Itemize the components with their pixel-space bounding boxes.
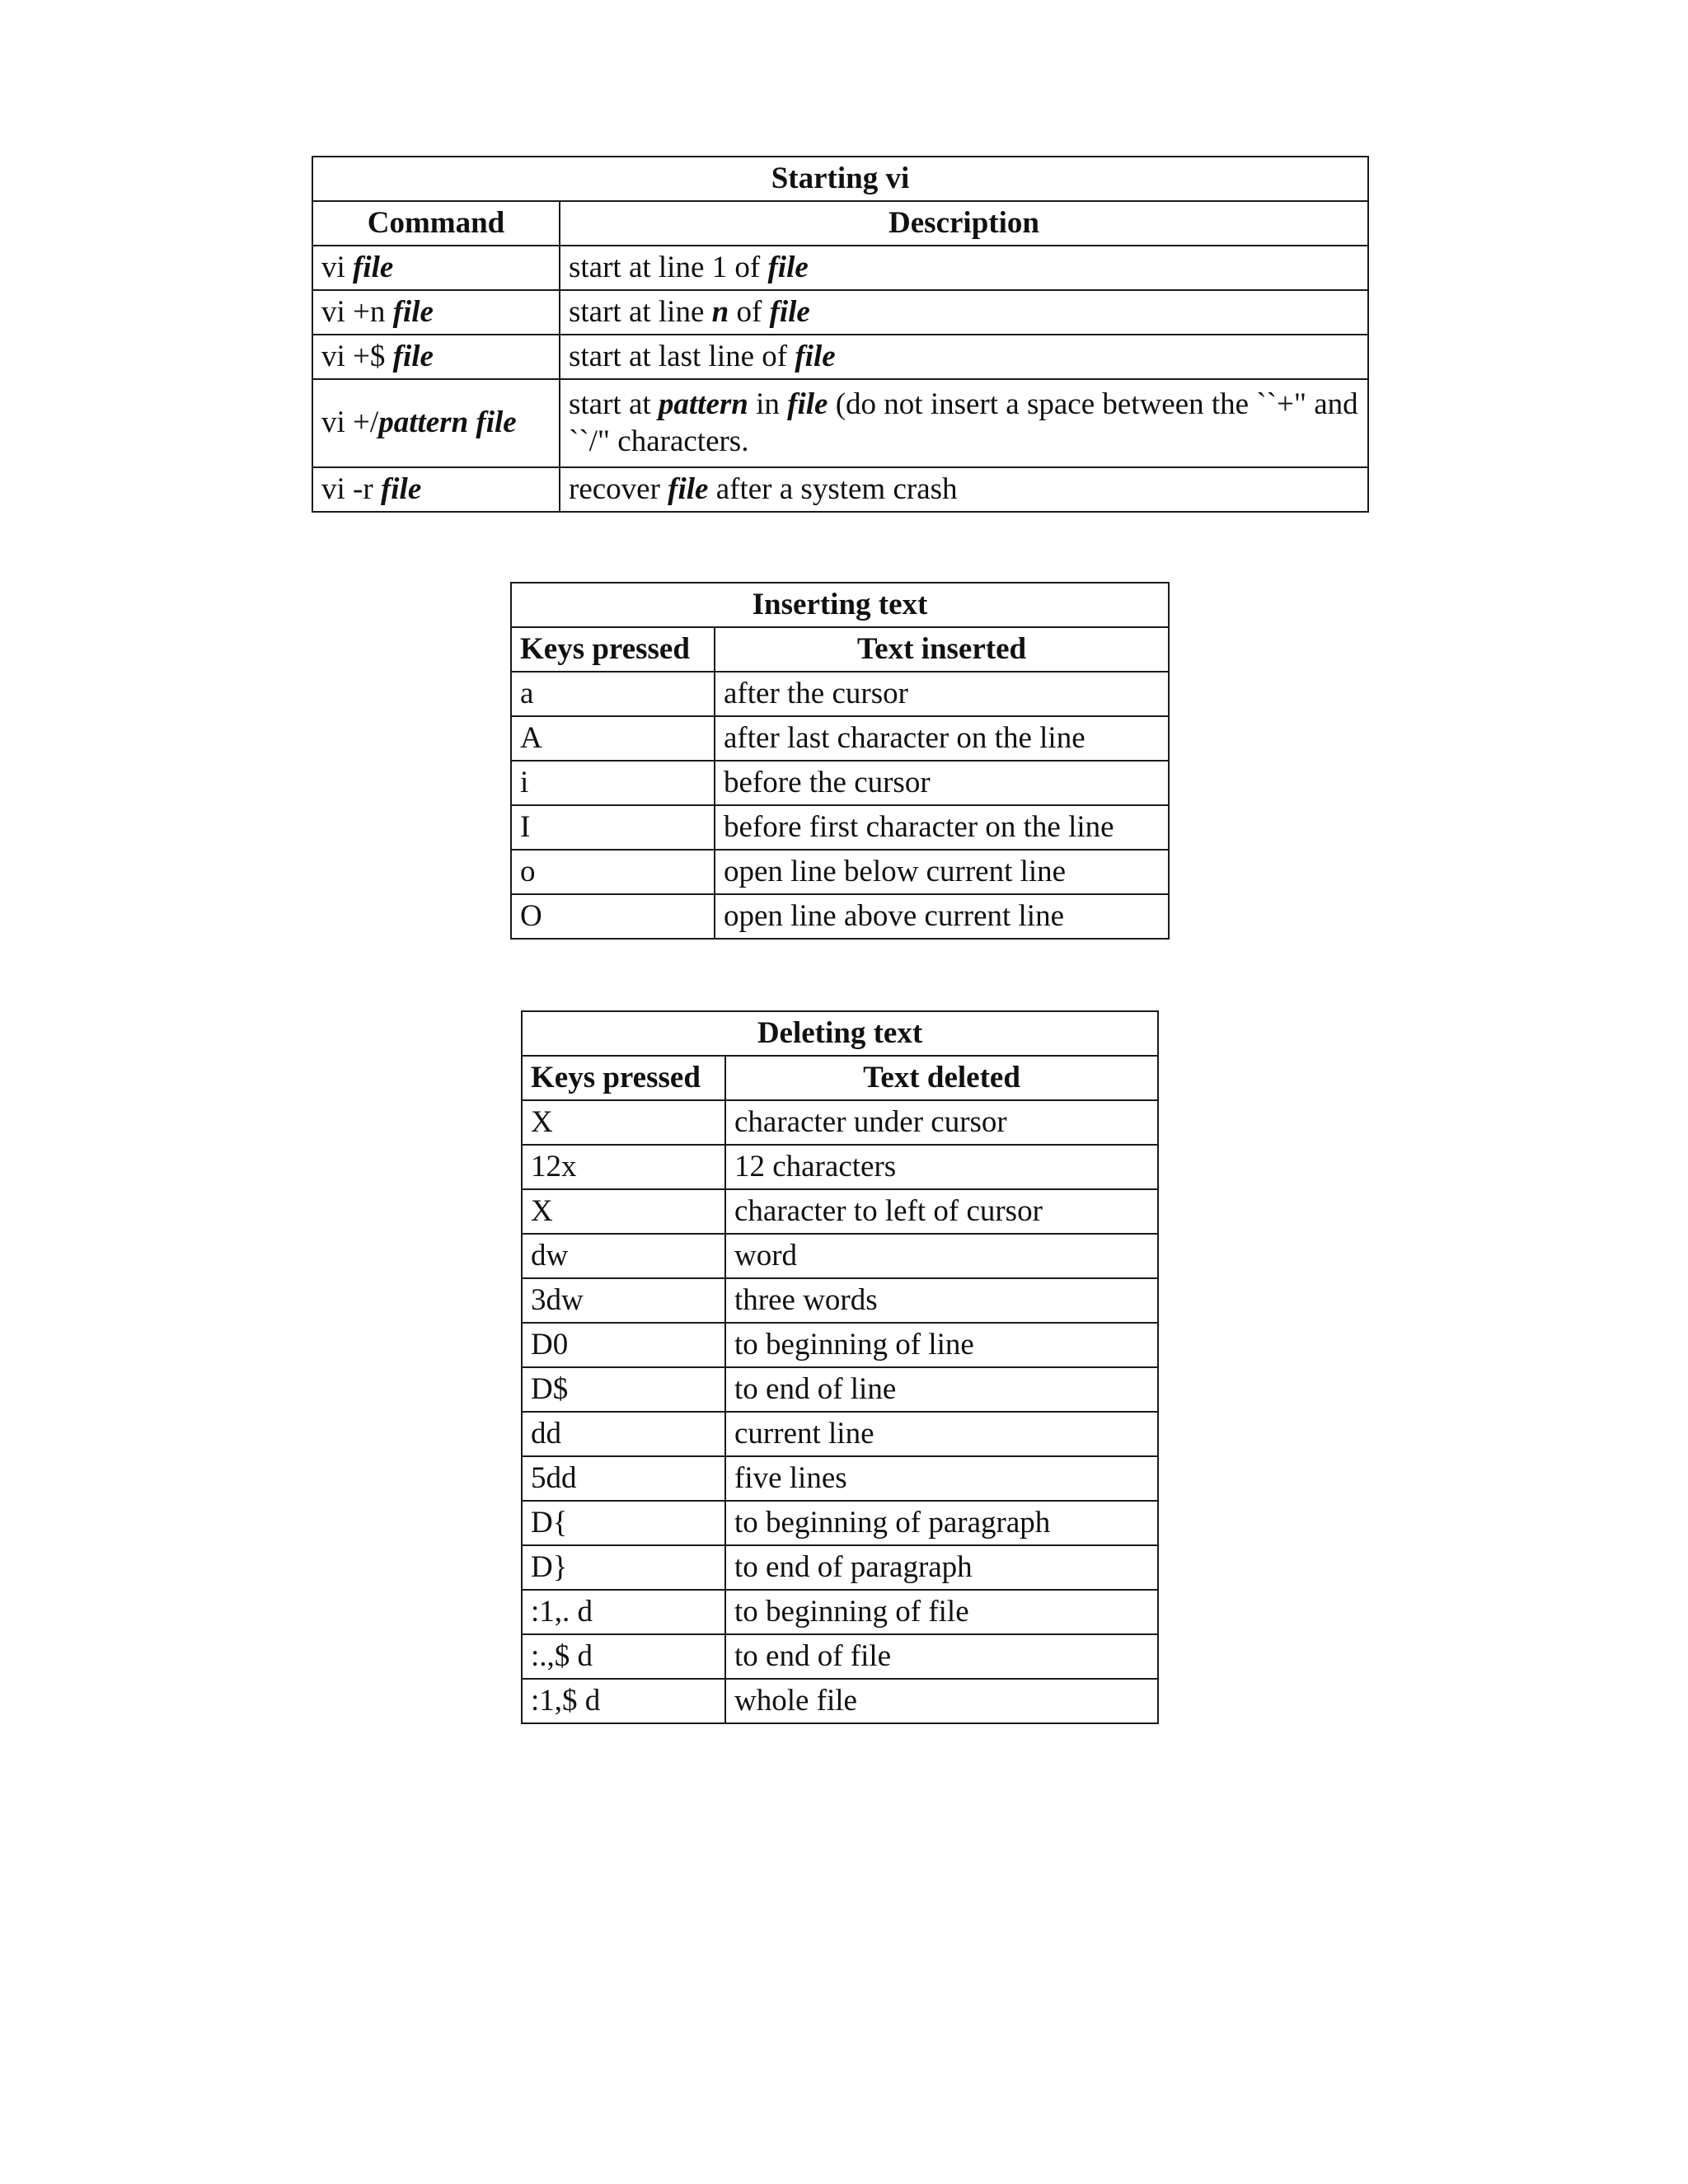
key-cell: X <box>522 1189 725 1234</box>
table-row <box>522 1367 1158 1412</box>
text-cell: current line <box>725 1412 1158 1456</box>
key-cell: D} <box>522 1545 725 1590</box>
column-header-keys-pressed: Keys pressed <box>522 1056 725 1100</box>
key-cell: 3dw <box>522 1278 725 1323</box>
column-header-keys-pressed: Keys pressed <box>511 627 715 672</box>
text-cell: to end of paragraph <box>725 1545 1158 1590</box>
key-cell: dw <box>522 1234 725 1278</box>
description-cell: start at line n of file <box>560 290 1368 335</box>
table-row <box>522 1100 1158 1145</box>
key-cell: D0 <box>522 1323 725 1367</box>
table-title: Inserting text <box>511 583 1169 627</box>
text-cell: word <box>725 1234 1158 1278</box>
column-header-text-deleted: Text deleted <box>725 1056 1158 1100</box>
inserting-text-table <box>510 582 1170 940</box>
table-row <box>312 467 1368 512</box>
column-header-command: Command <box>312 201 560 246</box>
key-cell: :1,$ d <box>522 1679 725 1723</box>
text-cell: character to left of cursor <box>725 1189 1158 1234</box>
table-title: Starting vi <box>312 157 1368 201</box>
key-cell: o <box>511 850 715 894</box>
table-row <box>522 1412 1158 1456</box>
table-row <box>312 335 1368 379</box>
table-row <box>511 716 1169 761</box>
table-row <box>522 1278 1158 1323</box>
text-cell: to beginning of paragraph <box>725 1501 1158 1545</box>
text-cell: to end of file <box>725 1634 1158 1679</box>
key-cell: 5dd <box>522 1456 725 1501</box>
table-row <box>511 761 1169 805</box>
key-cell: D{ <box>522 1501 725 1545</box>
text-cell: before first character on the line <box>715 805 1169 850</box>
table-row <box>522 1145 1158 1189</box>
key-cell: :1,. d <box>522 1590 725 1634</box>
command-cell: vi +/pattern file <box>312 379 560 467</box>
text-cell: after last character on the line <box>715 716 1169 761</box>
command-cell: vi +n file <box>312 290 560 335</box>
key-cell: A <box>511 716 715 761</box>
table-row <box>511 805 1169 850</box>
description-cell: start at pattern in file (do not insert a space between the ``+" and ``/" characters. <box>560 379 1368 467</box>
table-row <box>522 1189 1158 1234</box>
table-row <box>522 1590 1158 1634</box>
table-row <box>511 672 1169 716</box>
starting-vi-table <box>312 156 1369 513</box>
table-row <box>312 379 1368 467</box>
description-cell: recover file after a system crash <box>560 467 1368 512</box>
text-cell: to end of line <box>725 1367 1158 1412</box>
text-cell: open line above current line <box>715 894 1169 939</box>
table-row <box>522 1501 1158 1545</box>
text-cell: open line below current line <box>715 850 1169 894</box>
command-cell: vi +$ file <box>312 335 560 379</box>
table-row <box>522 1545 1158 1590</box>
key-cell: I <box>511 805 715 850</box>
table-row <box>511 850 1169 894</box>
deleting-text-table <box>521 1010 1159 1724</box>
text-cell: after the cursor <box>715 672 1169 716</box>
text-cell: three words <box>725 1278 1158 1323</box>
column-header-text-inserted: Text inserted <box>715 627 1169 672</box>
text-cell: to beginning of line <box>725 1323 1158 1367</box>
table-row <box>522 1234 1158 1278</box>
key-cell: D$ <box>522 1367 725 1412</box>
text-cell: before the cursor <box>715 761 1169 805</box>
command-cell: vi file <box>312 246 560 290</box>
key-cell: O <box>511 894 715 939</box>
column-header-description: Description <box>560 201 1368 246</box>
description-cell: start at last line of file <box>560 335 1368 379</box>
command-cell: vi -r file <box>312 467 560 512</box>
key-cell: dd <box>522 1412 725 1456</box>
description-cell: start at line 1 of file <box>560 246 1368 290</box>
table-row <box>312 290 1368 335</box>
table-row <box>522 1456 1158 1501</box>
key-cell: :.,$ d <box>522 1634 725 1679</box>
text-cell: whole file <box>725 1679 1158 1723</box>
text-cell: to beginning of file <box>725 1590 1158 1634</box>
table-row <box>522 1679 1158 1723</box>
key-cell: X <box>522 1100 725 1145</box>
table-row <box>511 894 1169 939</box>
key-cell: a <box>511 672 715 716</box>
table-row <box>312 246 1368 290</box>
text-cell: five lines <box>725 1456 1158 1501</box>
key-cell: 12x <box>522 1145 725 1189</box>
table-row <box>522 1634 1158 1679</box>
key-cell: i <box>511 761 715 805</box>
text-cell: 12 characters <box>725 1145 1158 1189</box>
table-row <box>522 1323 1158 1367</box>
text-cell: character under cursor <box>725 1100 1158 1145</box>
table-title: Deleting text <box>522 1011 1158 1056</box>
